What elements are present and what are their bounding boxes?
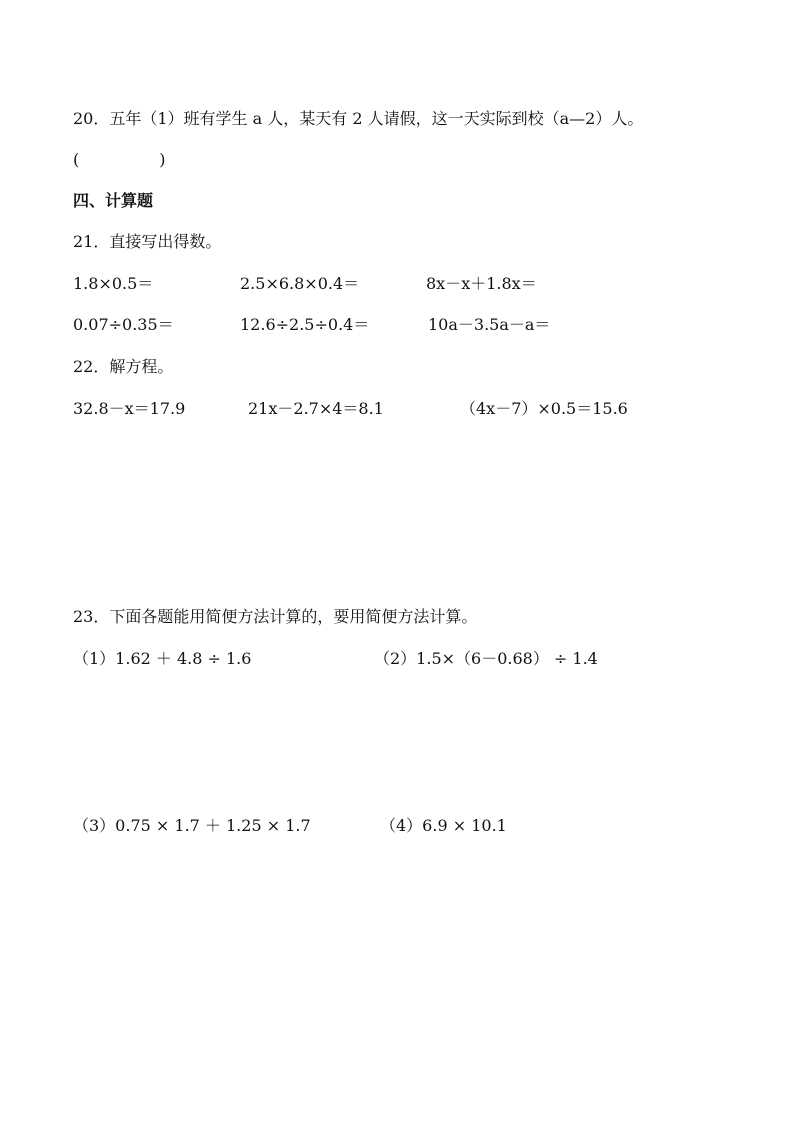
q21-title: 21．直接写出得数。 bbox=[73, 232, 222, 251]
q21-problem-2: 2.5×6.8×0.4＝ bbox=[240, 274, 360, 293]
q21-problem-6: 10a－3.5a－a＝ bbox=[428, 315, 551, 334]
q22-title: 22．解方程。 bbox=[73, 357, 174, 376]
q21-problem-1: 1.8×0.5＝ bbox=[73, 274, 154, 293]
q20-answer-blank bbox=[73, 150, 166, 170]
section-heading: 四、计算题 bbox=[73, 191, 154, 210]
q21-problem-4: 0.07÷0.35＝ bbox=[73, 315, 174, 334]
q20-answer-open-paren: ( bbox=[73, 150, 80, 169]
q23-item-1: （1）1.62 ＋ 4.8 ÷ 1.6 bbox=[73, 649, 252, 668]
q23-title: 23．下面各题能用简便方法计算的，要用简便方法计算。 bbox=[73, 607, 478, 626]
q23-item-4: （4）6.9 × 10.1 bbox=[380, 816, 507, 835]
q21-problem-3: 8x－x＋1.8x＝ bbox=[426, 274, 537, 293]
q21-problem-5: 12.6÷2.5÷0.4＝ bbox=[240, 315, 370, 334]
q22-equation-1: 32.8－x＝17.9 bbox=[73, 399, 186, 418]
q20-text: 20．五年（1）班有学生 a 人，某天有 2 人请假，这一天实际到校（a—2）人。 bbox=[73, 109, 644, 128]
q22-equation-3: （4x－7）×0.5＝15.6 bbox=[460, 399, 628, 418]
q23-item-2: （2）1.5×（6－0.68） ÷ 1.4 bbox=[374, 649, 598, 668]
q22-equation-2: 21x－2.7×4＝8.1 bbox=[248, 399, 384, 418]
q23-item-3: （3）0.75 × 1.7 ＋ 1.25 × 1.7 bbox=[73, 816, 311, 835]
q20-answer-close-paren: ) bbox=[159, 150, 166, 169]
